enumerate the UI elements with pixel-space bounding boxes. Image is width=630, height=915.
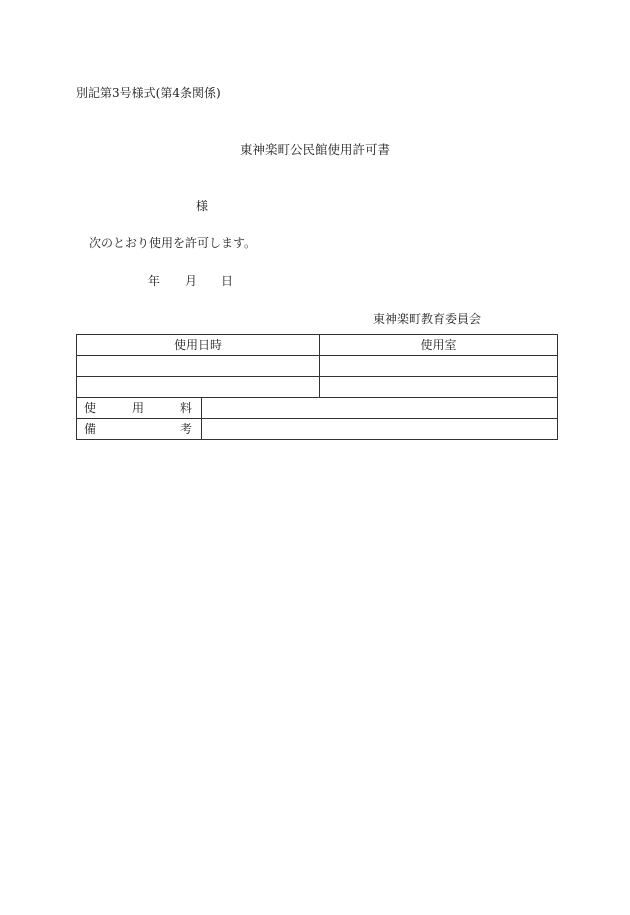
remarks-label-char: 備 <box>84 422 97 436</box>
intro-text: 次のとおり使用を許可します。 <box>89 236 257 250</box>
date-day: 日 <box>221 274 234 288</box>
fee-label-char: 料 <box>179 401 192 415</box>
table-row <box>77 356 558 377</box>
table-row <box>77 377 558 398</box>
document-title: 東神楽町公民館使用許可書 <box>239 142 390 157</box>
date-month: 月 <box>185 274 198 288</box>
form-reference: 別記第3号様式(第4条関係) <box>76 86 221 100</box>
issuer-name: 東神楽町教育委員会 <box>373 312 482 326</box>
fee-row <box>77 398 558 419</box>
remarks-row <box>77 419 558 440</box>
permit-table <box>76 334 558 440</box>
table-header-row <box>77 335 558 356</box>
remarks-label <box>77 419 202 440</box>
remarks-label-char: 考 <box>179 422 192 436</box>
datetime-cell[interactable] <box>77 377 320 398</box>
fee-label-char: 使 <box>84 401 97 415</box>
header-room: 使用室 <box>320 335 558 356</box>
fee-label-char: 用 <box>131 401 144 415</box>
room-cell[interactable] <box>320 356 558 377</box>
recipient-honorific: 様 <box>196 199 209 213</box>
fee-label <box>77 398 202 419</box>
date-line <box>148 274 233 288</box>
fee-value[interactable] <box>202 398 558 419</box>
header-datetime: 使用日時 <box>77 335 320 356</box>
datetime-cell[interactable] <box>77 356 320 377</box>
date-year: 年 <box>148 274 161 288</box>
remarks-value[interactable] <box>202 419 558 440</box>
room-cell[interactable] <box>320 377 558 398</box>
